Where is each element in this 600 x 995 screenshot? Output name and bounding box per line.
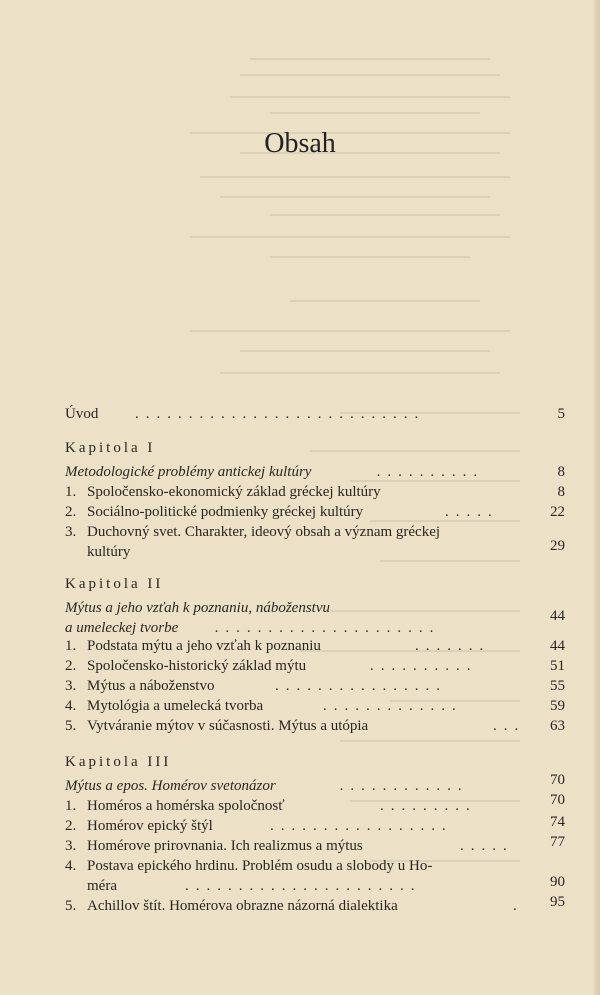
entry-label: a umeleckej tvorbe <box>65 620 179 636</box>
dot-leader: ........................... <box>135 406 426 422</box>
toc-entry: 4. Postava epického hrdinu. Problém osudu a slobody u Ho- <box>65 858 433 874</box>
dot-leader: ................. <box>270 818 453 834</box>
entry-page: 22 <box>550 504 565 520</box>
entry-page: 74 <box>550 814 565 830</box>
entry-label: Homérove prirovnania. Ich realizmus a mýtus <box>87 838 363 854</box>
dot-leader: ......... <box>380 798 477 814</box>
entry-page: 8 <box>557 484 565 500</box>
toc-entry: 3. Duchovný svet. Charakter, ideový obsah a význam gréckej <box>65 524 441 540</box>
entry-page: 59 <box>550 698 565 714</box>
entry-label: Mýtus a epos. Homérov svetonázor <box>65 778 276 794</box>
entry-page: 55 <box>550 678 565 694</box>
entry-label: Úvod <box>65 406 99 422</box>
toc-entry: 5. Vytváranie mýtov v súčasnosti. Mýtus a utópia ... 63 <box>65 718 565 734</box>
entry-label: Achillov štít. Homérova obrazne názorná dialektika <box>87 898 398 914</box>
dot-leader: ............. <box>323 698 463 714</box>
entry-page: 29 <box>550 538 565 554</box>
toc-entry: 1. Podstata mýtu a jeho vzťah k poznaniu ....... 44 <box>65 638 565 654</box>
dot-leader: .......... <box>377 464 485 480</box>
entry-label: Metodologické problémy antickej kultúry <box>65 464 312 480</box>
entry-label: Mýtus a jeho vzťah k poznaniu, náboženstvu <box>65 600 331 616</box>
entry-page: 63 <box>550 718 565 734</box>
dot-leader: ..... <box>460 838 514 854</box>
chapter-heading: Kapitola I <box>65 440 156 456</box>
entry-label: Vytváranie mýtov v súčasnosti. Mýtus a utópia <box>87 718 369 734</box>
dot-leader: ....... <box>415 638 491 654</box>
entry-label: Podstata mýtu a jeho vzťah k poznaniu <box>87 638 321 654</box>
entry-page: 70 <box>550 772 565 788</box>
dot-leader: .......... <box>370 658 478 674</box>
entry-label: Homérov epický štýl <box>87 818 213 834</box>
entry-page: 44 <box>550 638 565 654</box>
entry-page: 77 <box>550 834 565 850</box>
page-title: Obsah <box>264 128 336 159</box>
entry-label: Homéros a homérska spoločnosť <box>87 798 285 814</box>
dot-leader: ..... <box>445 504 499 520</box>
toc-entry: 2. Spoločensko-historický základ mýtu .......... 51 <box>65 658 565 674</box>
dot-leader: ................ <box>275 678 447 694</box>
entry-label: Mytológia a umelecká tvorba <box>87 698 264 714</box>
toc-entry: 1. Spoločensko-ekonomický základ gréckej kultúry 8 <box>65 484 565 500</box>
chapter-heading: Kapitola III <box>65 754 172 770</box>
toc-entry: 2. Homérov epický štýl ................. 74 <box>65 814 565 834</box>
entry-page: 8 <box>557 464 565 480</box>
entry-label: kultúry <box>87 544 131 560</box>
chapter-heading: Kapitola II <box>65 576 164 592</box>
dot-leader: ... <box>493 718 526 734</box>
dot-leader: ..................... <box>215 620 441 636</box>
toc-entry: 1. Homéros a homérska spoločnosť ......... 70 <box>65 792 565 814</box>
entry-page: 95 <box>550 894 565 910</box>
entry-label: Duchovný svet. Charakter, ideový obsah a význam gréckej <box>87 524 441 540</box>
toc-entry: 2. Sociálno-politické podmienky gréckej kultúry ..... 22 <box>65 504 565 520</box>
entry-page: 70 <box>550 792 565 808</box>
toc-entry-continued <box>65 538 565 568</box>
entry-page: 51 <box>550 658 565 674</box>
dot-leader: . <box>513 898 524 914</box>
entry-label: Spoločensko-ekonomický základ gréckej kultúry <box>87 484 381 500</box>
entry-label: méra <box>87 878 117 894</box>
entry-label: Postava epického hrdinu. Problém osudu a slobody u Ho- <box>87 858 433 874</box>
entry-label: Mýtus a náboženstvo <box>87 678 215 694</box>
toc-entry-intro <box>65 406 565 430</box>
entry-label: Sociálno-politické podmienky gréckej kultúry <box>87 504 364 520</box>
toc-entry: 4. Mytológia a umelecká tvorba ............. 59 <box>65 698 565 714</box>
entry-page: 44 <box>550 608 565 624</box>
entry-label: Spoločensko-historický základ mýtu <box>87 658 307 674</box>
toc-entry: 5. Achillov štít. Homérova obrazne názorná dialektika . 95 <box>65 894 565 914</box>
toc-entry: 3. Homérove prirovnania. Ich realizmus a mýtus ..... 77 <box>65 834 565 854</box>
dot-leader: ...................... <box>185 878 422 894</box>
entry-page: 90 <box>550 874 565 890</box>
entry-page: 5 <box>557 406 565 422</box>
toc-entry: 3. Mýtus a náboženstvo ................ 55 <box>65 678 565 694</box>
dot-leader: ............ <box>340 778 469 794</box>
